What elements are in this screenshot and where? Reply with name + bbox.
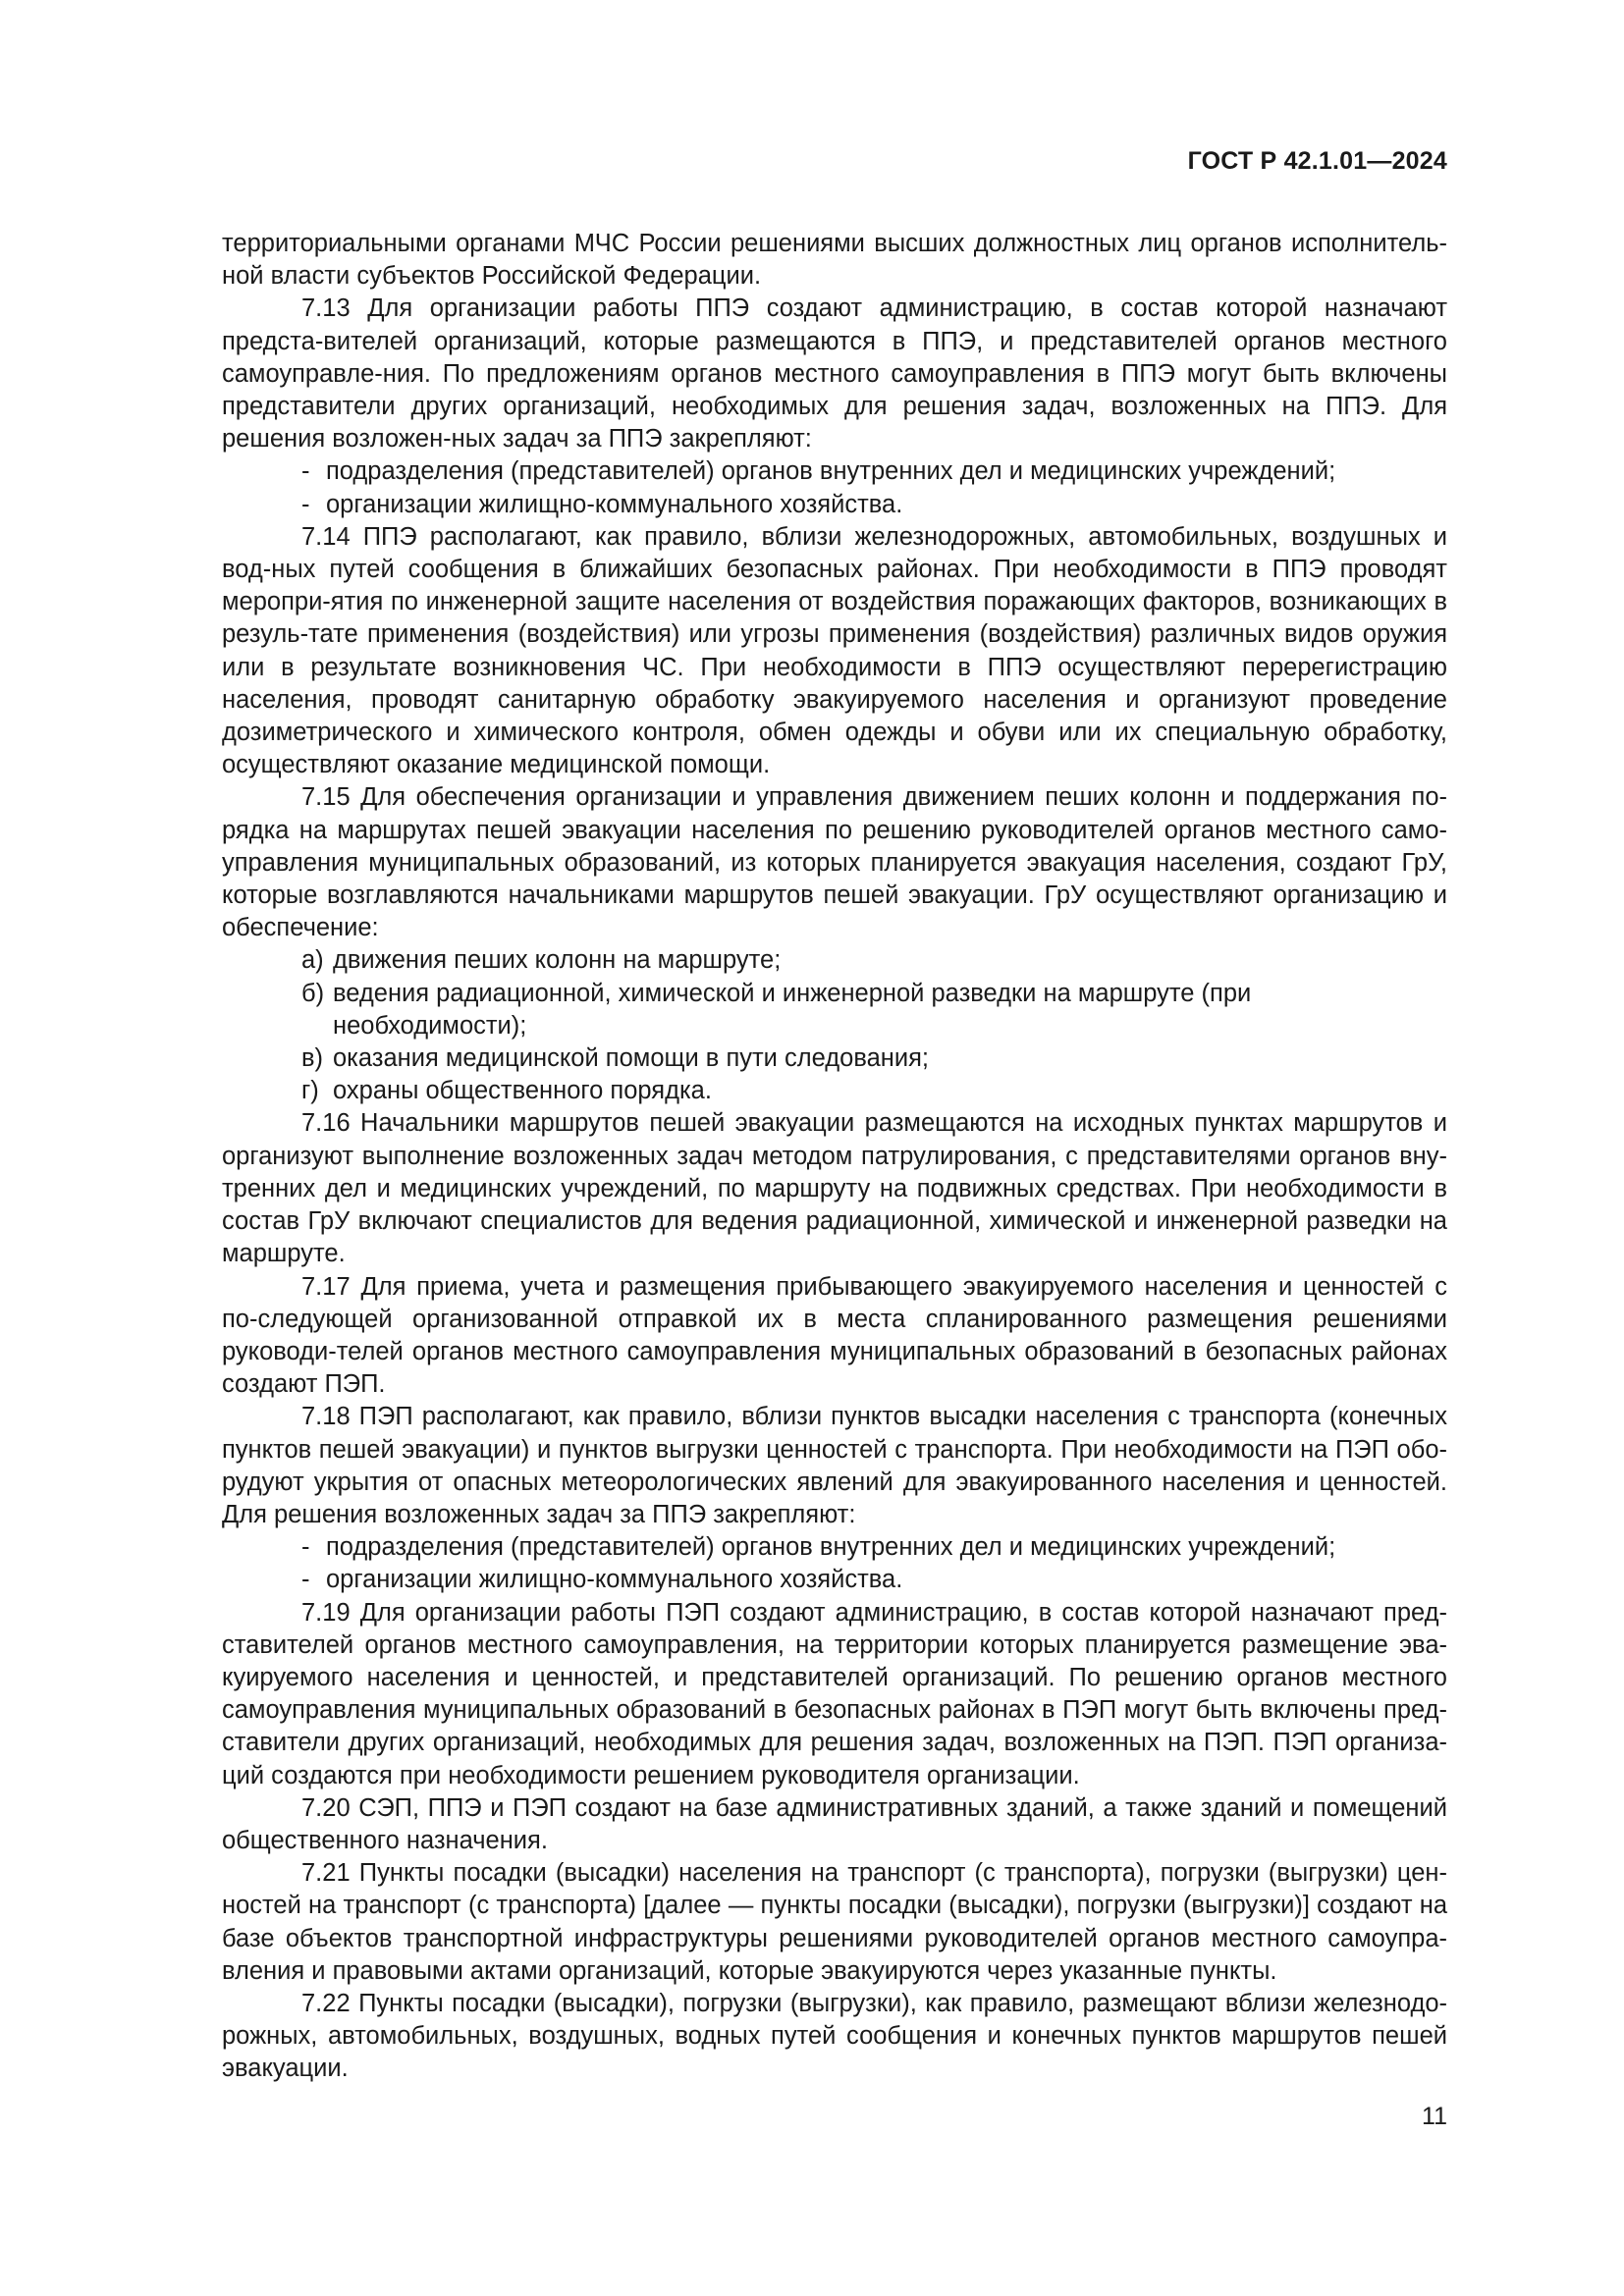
paragraph-7-13: 7.13 Для организации работы ППЭ создают администрацию, в состав которой назначают предста-вителей организаций, которые размещаются в ППЭ, и представителей органов местного самоуправле-ния. По предложениям органов местного самоуправления в ППЭ могут быть включены представители других организаций, необходимых для решения задач, возложенных на ППЭ. Для решения возложен-ных задач за ППЭ закрепляют:: [222, 294, 1447, 454]
list-item: [222, 944, 1447, 977]
list-item: [222, 1564, 1447, 1596]
list-item-text: ведения радиационной, химической и инженерной разведки на маршруте (при необходимости);: [333, 979, 1252, 1040]
paragraph-7-20: 7.20 СЭП, ППЭ и ПЭП создают на базе административных зданий, а также зданий и помещений общественного назначения.: [222, 1793, 1447, 1854]
page-number: 11: [1422, 2103, 1447, 2130]
list-item-text: организации жилищно-коммунального хозяйства.: [326, 490, 903, 518]
document-header: [1188, 147, 1447, 176]
list-item: [222, 978, 1447, 1042]
list-marker: -: [301, 457, 310, 486]
paragraph-7-18: 7.18 ПЭП располагают, как правило, вблизи пунктов высадки населения с транспорта (конечных пунктов пешей эвакуации) и пунктов выгрузки ценностей с транспорта. При необходимости на ПЭП обо-рудуют укрытия от опасных метеорологических явлений для эвакуированного населения и ценностей. Для решения возложенных задач за ППЭ закрепляют:: [222, 1403, 1447, 1528]
list-item: [222, 489, 1447, 521]
list-item-text: организации жилищно-коммунального хозяйства.: [326, 1566, 903, 1594]
paragraph-continuation: территориальными органами МЧС России решениями высших должностных лиц органов исполнитель-ной власти субъектов Российской Федерации.: [222, 230, 1447, 291]
document-body: [222, 228, 1447, 2086]
paragraph-7-19: 7.19 Для организации работы ПЭП создают администрацию, в состав которой назначают пред-ставителей органов местного самоуправления, на территории которых планируется размещение эва-куируемого населения и ценностей, и представителей организаций. По решению органов местного самоуправления муниципальных образований в безопасных районах в ПЭП могут быть включены пред-ставители других организаций, необходимых для решения задач, возложенных на ПЭП. ПЭП организа-ций создаются при необходимости решением руководителя организации.: [222, 1598, 1447, 1789]
list-marker: а): [301, 946, 324, 975]
list-item: [222, 1531, 1447, 1564]
paragraph-7-15: 7.15 Для обеспечения организации и управления движением пеших колонн и поддержания по-рядка на маршрутах пешей эвакуации населения по решению руководителей органов местного само-управления муниципальных образований, из которых планируется эвакуация населения, создают ГрУ, которые возглавляются начальниками маршрутов пешей эвакуации. ГрУ осуществляют организацию и обеспечение:: [222, 783, 1447, 942]
list-item: [222, 455, 1447, 488]
list-item: [222, 1075, 1447, 1107]
list-item: [222, 1042, 1447, 1075]
list-marker: г): [301, 1077, 319, 1105]
list-marker: б): [301, 979, 325, 1007]
standard-id: ГОСТ Р 42.1.01—2024: [1187, 147, 1447, 175]
list-marker: в): [301, 1044, 324, 1073]
list-marker: -: [301, 490, 310, 518]
paragraph-7-21: 7.21 Пункты посадки (высадки) населения на транспорт (с транспорта), погрузки (выгрузки) цен-ностей на транспорт (с транспорта) [далее — пункты посадки (высадки), погрузки (выгрузки)] создают на базе объектов транспортной инфраструктуры решениями руководителей органов местного самоупра-вления и правовыми актами организаций, которые эвакуируются через указанные пункты.: [222, 1859, 1447, 1985]
list-marker: -: [301, 1533, 310, 1562]
list-item-text: оказания медицинской помощи в пути следования;: [333, 1044, 929, 1073]
paragraph-7-16: 7.16 Начальники маршрутов пешей эвакуации размещаются на исходных пунктах маршрутов и организуют выполнение возложенных задач методом патрулирования, с представителями органов вну-тренних дел и медицинских учреждений, по маршруту на подвижных средствах. При необходимости в состав ГрУ включают специалистов для ведения радиационной, химической и инженерной разведки на маршруте.: [222, 1109, 1447, 1268]
list-item-text: охраны общественного порядка.: [333, 1077, 712, 1105]
paragraph-7-22: 7.22 Пункты посадки (высадки), погрузки (выгрузки), как правило, размещают вблизи железнодо-рожных, автомобильных, воздушных, водных путей сообщения и конечных пунктов маршрутов пешей эвакуации.: [222, 1989, 1447, 2083]
list-item-text: движения пеших колонн на маршруте;: [333, 946, 782, 975]
list-marker: -: [301, 1566, 310, 1594]
list-item-text: подразделения (представителей) органов внутренних дел и медицинских учреждений;: [326, 1533, 1336, 1562]
paragraph-7-14: 7.14 ППЭ располагают, как правило, вблизи железнодорожных, автомобильных, воздушных и вод-ных путей сообщения в ближайших безопасных районах. При необходимости в ППЭ проводят меропри-ятия по инженерной защите населения от воздействия поражающих факторов, возникающих в резуль-тате применения (воздействия) или угрозы применения (воздействия) различных видов оружия или в результате возникновения ЧС. При необходимости в ППЭ осуществляют перерегистрацию населения, проводят санитарную обработку эвакуируемого населения и организуют проведение дозиметрического и химического контроля, обмен одежды и обуви или их специальную обработку, осуществляют оказание медицинской помощи.: [222, 522, 1447, 779]
list-item-text: подразделения (представителей) органов внутренних дел и медицинских учреждений;: [326, 457, 1336, 486]
paragraph-7-17: 7.17 Для приема, учета и размещения прибывающего эвакуируемого населения и ценностей с по-следующей организованной отправкой их в места спланированного размещения решениями руководи-телей органов местного самоуправления муниципальных образований в безопасных районах создают ПЭП.: [222, 1272, 1447, 1399]
